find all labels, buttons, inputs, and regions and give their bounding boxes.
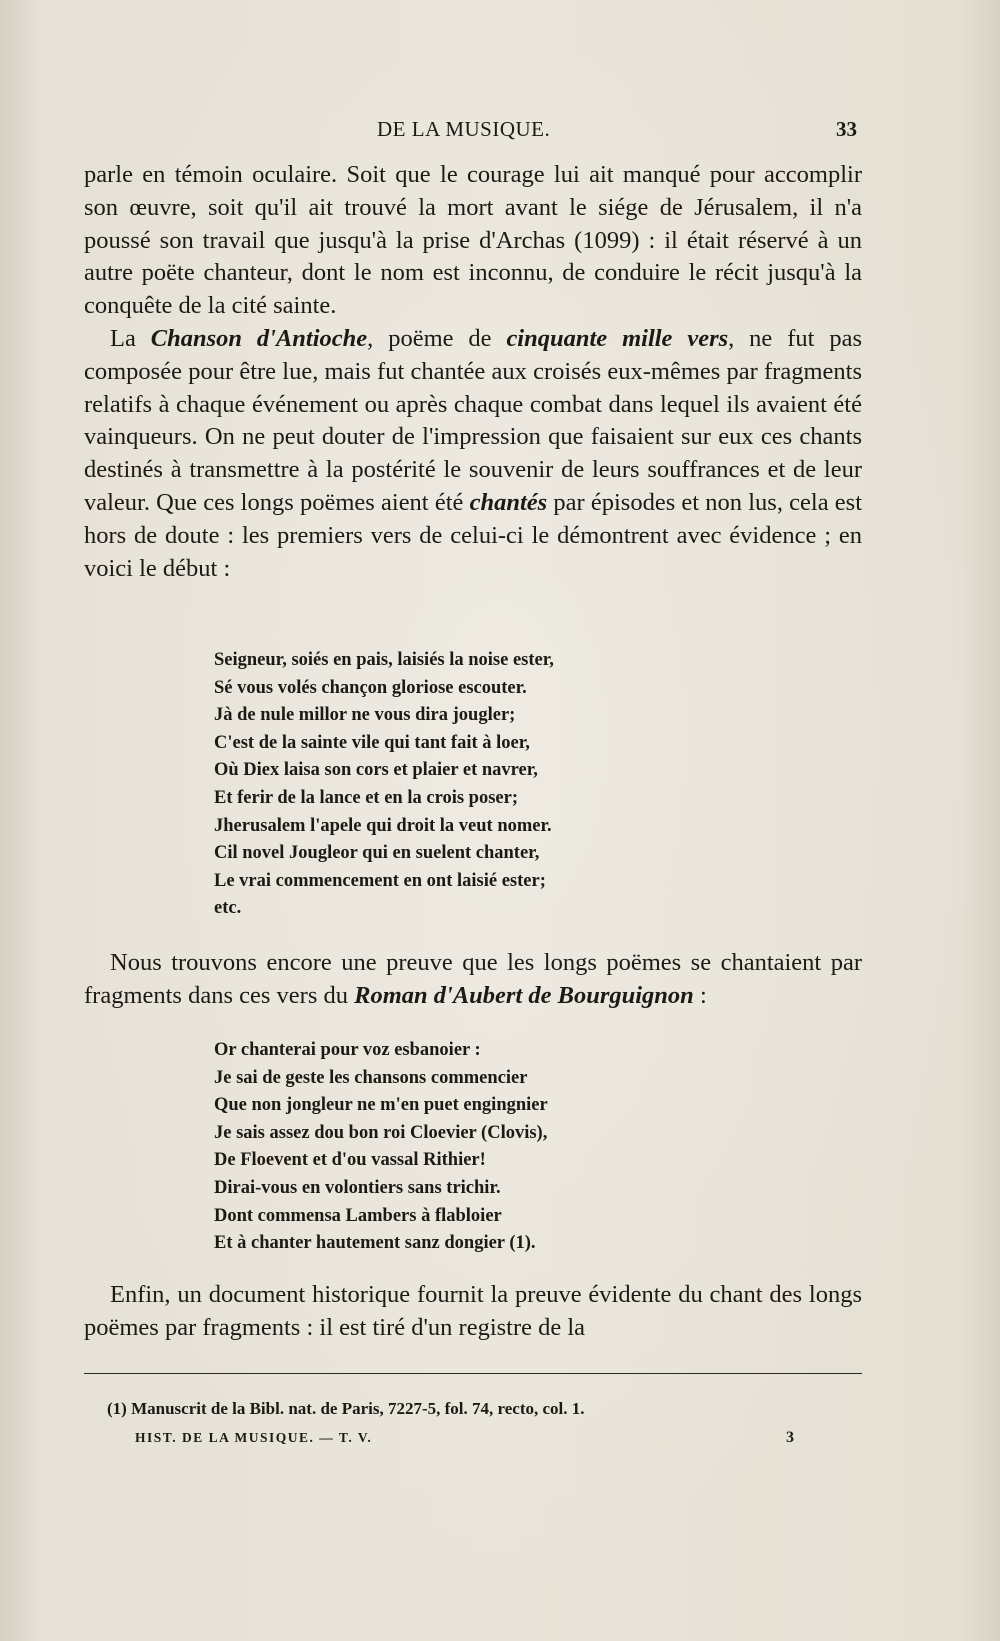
footnote-rule xyxy=(84,1373,862,1374)
prose-block-bottom xyxy=(84,1279,862,1345)
verse-line: Et ferir de la lance et en la crois poser; xyxy=(214,787,518,808)
page-number: 33 xyxy=(836,117,857,141)
text-run: : xyxy=(693,981,707,1009)
verse-line: Or chanterai pour voz esbanoier : xyxy=(214,1040,481,1060)
text-run: La xyxy=(110,324,151,352)
signature-mark: HIST. DE LA MUSIQUE. — T. V. xyxy=(135,1430,373,1445)
verse-line: Où Diex laisa son cors et plaier et navrer, xyxy=(214,760,538,781)
verse-quotation-antioche xyxy=(214,647,554,923)
verse-line: Jherusalem l'apele qui droit la veut nomer. xyxy=(214,815,552,836)
text-run: , ne fut pas composée pour être lue, mais fut chantée aux croisés eux-mêmes par fragments relatifs à chaque événement ou après chaque combat dans lequel ils avaient été vainqueurs. On ne peut douter de l'impression que faisaient sur eux ces chants destinés à transmettre à la postérité le souvenir de leurs souffrances et de leur valeur. Que ces longs poëmes aient été xyxy=(84,324,862,516)
emphasis-chantes: chantés xyxy=(469,488,548,516)
paragraph-roman-aubert xyxy=(84,947,862,1013)
prose-block-middle xyxy=(84,947,862,1013)
verse-line: Dirai-vous en volontiers sans trichir. xyxy=(214,1177,501,1198)
paragraph-document-historique: Enfin, un document historique fournit la preuve évidente du chant des longs poëmes par fragments : il est tiré d'un registre de la xyxy=(84,1281,862,1341)
emphasis-cinquante-mille-vers: cinquante mille vers xyxy=(506,324,729,352)
verse-line: Je sais assez dou bon roi Cloevier (Clovis), xyxy=(214,1122,548,1143)
verse-line: De Floevent et d'ou vassal Rithier! xyxy=(214,1150,486,1171)
verse-quotation-aubert xyxy=(214,1037,548,1258)
verse-line: Sé vous volés chançon gloriose escouter. xyxy=(214,677,527,698)
paragraph-continuation: parle en témoin oculaire. Soit que le courage lui ait manqué pour accomplir son œuvre, soit qu'il ait trouvé la mort avant le siége de Jérusalem, il n'a poussé son travail que jusqu'à la prise d'Archas (1099) : il était réservé à un autre poëte chanteur, dont le nom est inconnu, de conduire le récit jusqu'à la conquête de la cité sainte. xyxy=(84,161,862,320)
paragraph-chanson-antioche xyxy=(84,323,862,585)
verse-line: Seigneur, soiés en pais, laisiés la noise ester, xyxy=(214,650,554,670)
footnote: (1) Manuscrit de la Bibl. nat. de Paris, 7227-5, fol. 74, recto, col. 1. xyxy=(107,1399,585,1418)
text-run: , poëme de xyxy=(367,324,507,352)
verse-line: C'est de la sainte vile qui tant fait à loer, xyxy=(214,732,530,753)
verse-line: Que non jongleur ne m'en puet engingnier xyxy=(214,1095,548,1116)
text-run: par épisodes et non lus, cela est hors de doute : les premiers vers de celui-ci le démontrent avec évidence ; en voici le début : xyxy=(84,488,863,582)
running-head xyxy=(0,117,1000,147)
prose-block-top xyxy=(84,159,862,585)
signature-number: 3 xyxy=(786,1429,794,1446)
verse-line: etc. xyxy=(214,898,242,919)
verse-line: Et à chanter hautement sanz dongier (1). xyxy=(214,1233,536,1254)
verse-line: Dont commensa Lambers à flabloier xyxy=(214,1205,502,1226)
verse-line: Jà de nule millor ne vous dira jougler; xyxy=(214,705,516,726)
verse-line: Cil novel Jougleor qui en suelent chanter, xyxy=(214,843,540,864)
signature-line xyxy=(0,1430,1000,1452)
verse-line: Je sai de geste les chansons commencier xyxy=(214,1067,528,1088)
title-chanson-antioche: Chanson d'Antioche xyxy=(150,324,368,352)
verse-line: Le vrai commencement en ont laisié ester; xyxy=(214,870,546,891)
title-roman-aubert: Roman d'Aubert de Bourguignon xyxy=(354,981,694,1009)
text-run: Nous trouvons encore une preuve que les longs poëmes se chantaient par fragments dans ces vers du xyxy=(84,949,862,1009)
running-title: DE LA MUSIQUE. xyxy=(377,117,551,141)
